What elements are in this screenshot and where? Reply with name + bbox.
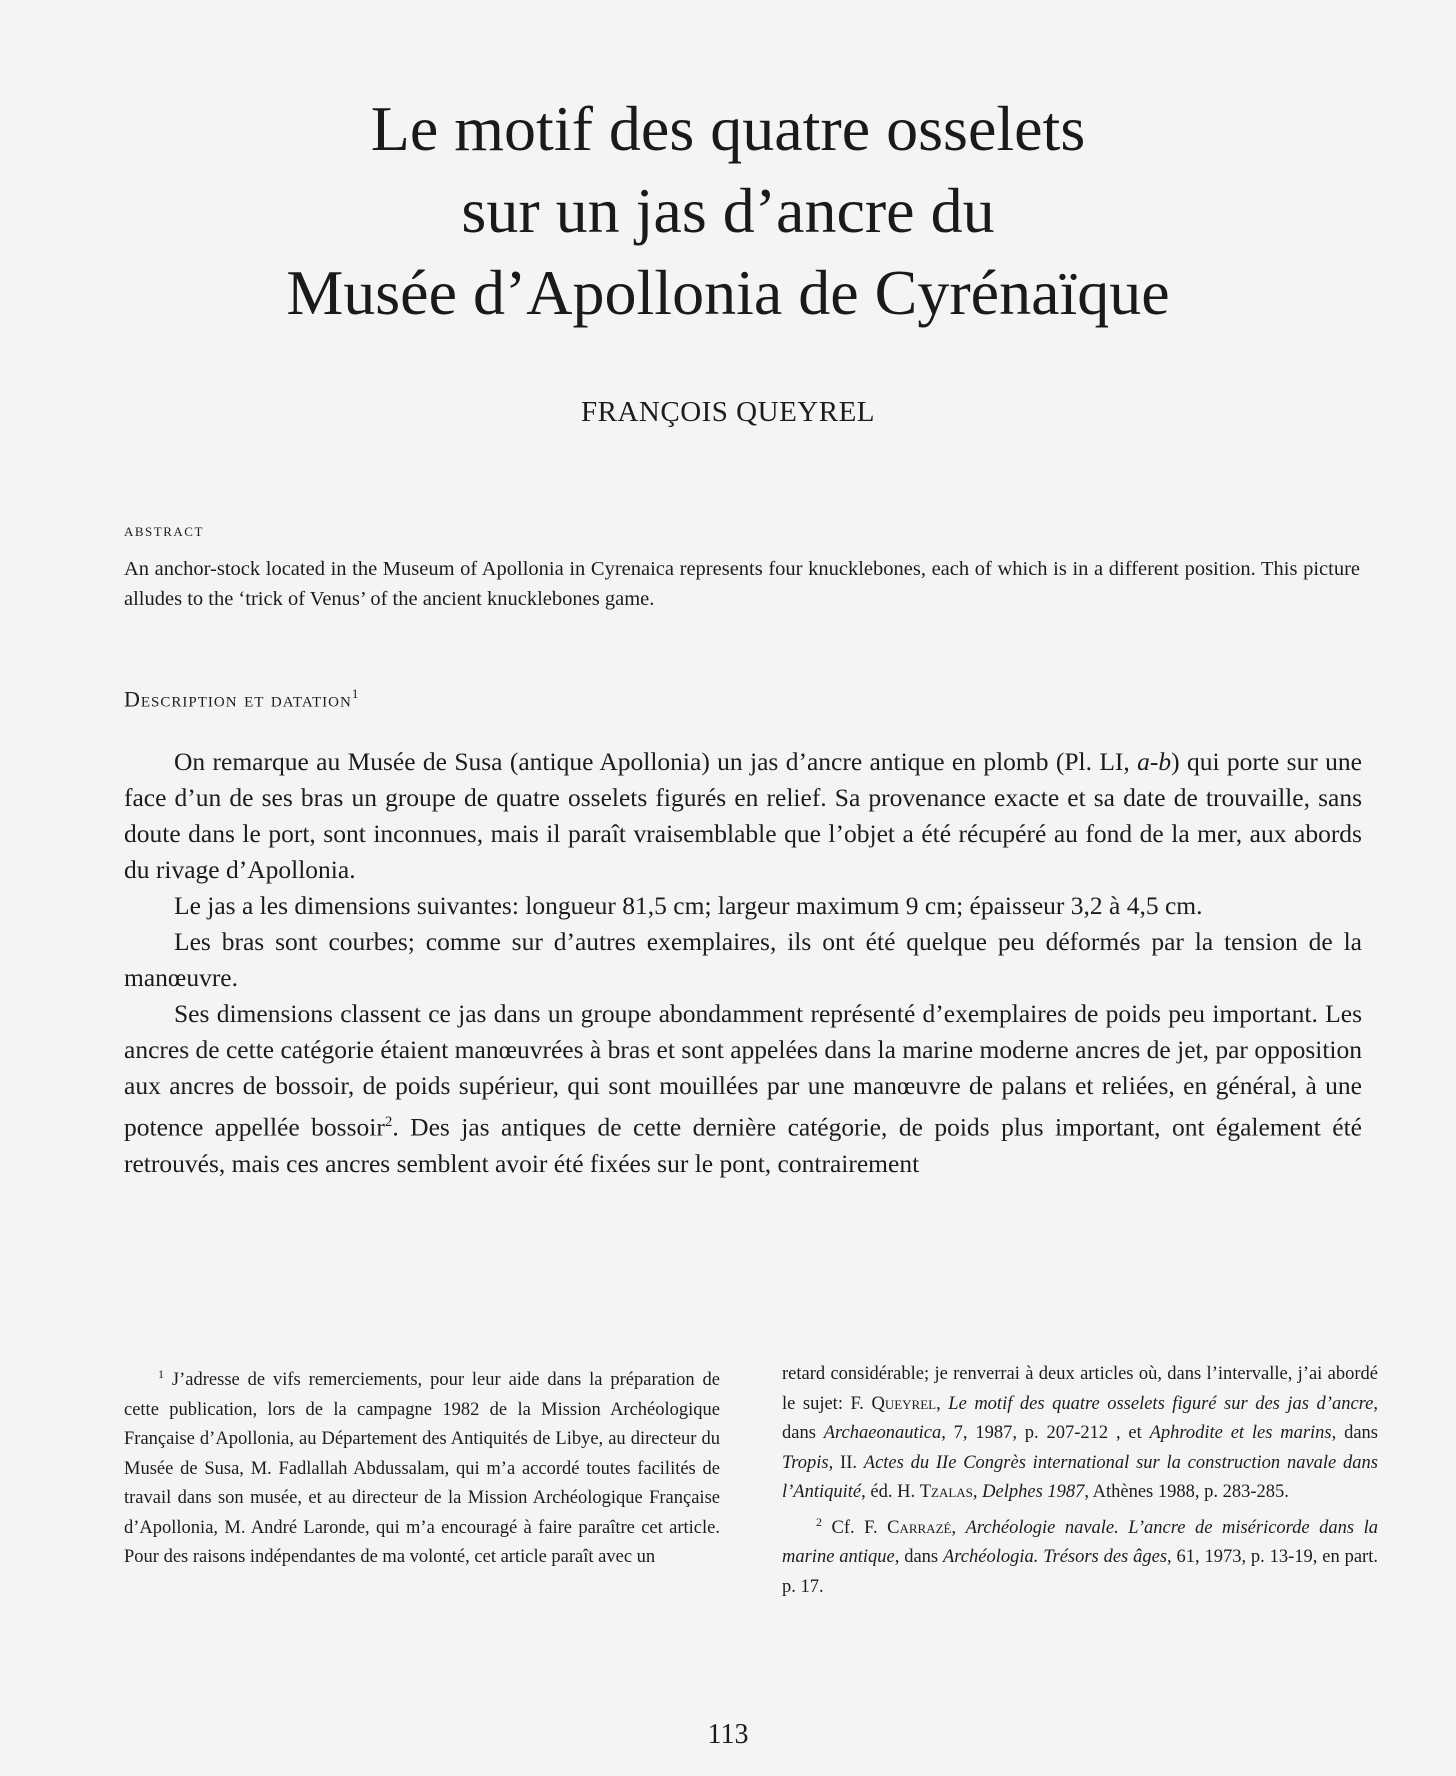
title-line-3: Musée d’Apollonia de Cyrénaïque xyxy=(286,257,1170,328)
fn2-journal: Archéologia. Trésors des âges xyxy=(942,1547,1168,1568)
footnotes-left-column xyxy=(124,1360,720,1573)
body-paragraph-1 xyxy=(124,744,1362,888)
abstract-text: An anchor-stock located in the Museum of Apollonia in Cyrenaica represents four knucklebones, each of which is in a different position. This picture alludes to the ‘trick of Venus’ of the ancient knucklebones game. xyxy=(124,558,1360,610)
fn2-title: Archéologie navale. L’ancre de miséricorde dans la marine antique xyxy=(782,1517,1379,1568)
fn1-title-1: Le motif des quatre osselets figuré sur des jas d’ancre xyxy=(948,1393,1374,1414)
footnote-1-number: 1 xyxy=(158,1367,164,1381)
fn2-author: Carrazé xyxy=(887,1517,952,1538)
section-heading-text: Description et datation xyxy=(124,686,352,712)
fn1-cont-g: , éd. H. xyxy=(861,1482,920,1502)
fn1-editor: Tzalas xyxy=(919,1482,973,1502)
fn1-title-3: Actes du IIe Congrès international sur la construction navale dans l’Antiquité xyxy=(782,1452,1378,1502)
author-name: FRANÇOIS QUEYREL xyxy=(581,396,875,428)
fn1-cont-f: , II. xyxy=(828,1452,864,1473)
title-line-2: sur un jas d’ancre du xyxy=(461,175,995,246)
footnote-ref-2: 2 xyxy=(384,1114,393,1130)
body-paragraph-3: Les bras sont courbes; comme sur d’autres exemplaires, ils ont été quelque peu déformés par la tension de la manœuvre. xyxy=(124,927,1362,992)
footnotes-right-column xyxy=(782,1360,1378,1602)
page-number: 113 xyxy=(707,1719,749,1750)
footnote-2-number: 2 xyxy=(816,1514,822,1529)
fn1-place: Delphes 1987 xyxy=(982,1482,1085,1502)
fn1-journal-1: Archaeonautica xyxy=(823,1423,942,1443)
body-text xyxy=(124,744,1362,1182)
fn2-part-a: Cf. F. xyxy=(831,1517,888,1538)
body-paragraph-4 xyxy=(124,996,1362,1182)
fn1-cont-c: , dans xyxy=(782,1393,1378,1443)
fn1-cont-b: , xyxy=(936,1393,949,1414)
footnote-ref-1: 1 xyxy=(351,686,360,701)
fn2-part-b: , xyxy=(951,1517,966,1538)
fn2-part-d: , 61, 1973, p. 13-19, en part. p. 17. xyxy=(782,1547,1378,1597)
footnote-1-continued xyxy=(782,1360,1378,1508)
body-paragraph-2: Le jas a les dimensions suivantes: longueur 81,5 cm; largeur maximum 9 cm; épaisseur 3,2 à 4,5 cm. xyxy=(174,891,1203,920)
plate-reference: a-b xyxy=(1137,747,1172,776)
fn1-cont-i: , Athènes 1988, p. 283-285. xyxy=(1084,1482,1289,1502)
fn2-part-c: , dans xyxy=(894,1547,943,1568)
fn1-cont-e: , dans xyxy=(1331,1423,1378,1443)
abstract-heading: ABSTRACT xyxy=(124,524,204,539)
body-p1-part-a: On remarque au Musée de Susa (antique Apollonia) un jas d’ancre antique en plomb (Pl. LI, xyxy=(174,747,1138,776)
fn1-author: Queyrel xyxy=(871,1393,937,1414)
fn1-cont-d: , 7, 1987, p. 207-212 , et xyxy=(941,1423,1150,1443)
footnote-1-text: J’adresse de vifs remerciements, pour leur aide dans la préparation de cette publication, lors de la campagne 1982 de la Mission Archéologique Française d’Apollonia, au Département des Antiquités de Libye, au directeur du Musée de Susa, M. Fadlallah Abdussalam, qui m’a accordé toutes facilités de travail dans son musée, et au directeur de la Mission Archéologique Française d’Apollonia, M. André Laronde, qui m’a encouragé à faire paraître cet article. Pour des raisons indépendantes de ma volonté, cet article paraît avec un xyxy=(124,1370,721,1568)
fn1-cont-h: , xyxy=(972,1482,983,1502)
fn1-title-2: Aphrodite et les marins xyxy=(1149,1423,1332,1443)
section-heading xyxy=(124,686,359,712)
fn1-journal-2: Tropis xyxy=(782,1452,829,1473)
body-p4-part-b: . Des jas antiques de cette dernière catégorie, de poids plus important, ont également été retrouvés, mais ces ancres semblent avoir été fixées sur le pont, contrairement xyxy=(124,1112,1363,1178)
body-p1-part-b: ) qui porte sur une face d’un de ses bras un groupe de quatre osselets figurés en relief. Sa provenance exacte et sa date de trouvaille, sans doute dans le port, sont inconnues, mais il paraît vraisemblable que l’objet a été récupéré au fond de la mer, aux abords du rivage d’Apollonia. xyxy=(124,747,1362,884)
title-line-1: Le motif des quatre osselets xyxy=(370,93,1086,164)
footnote-1 xyxy=(124,1360,720,1573)
article-title xyxy=(0,88,1456,334)
footnote-2 xyxy=(782,1508,1378,1603)
body-p4-part-a: Ses dimensions classent ce jas dans un groupe abondamment représenté d’exemplaires de poids peu important. Les ancres de cette catégorie étaient manœuvrées à bras et sont appelées dans la marine moderne ancres de jet, par opposition aux ancres de bossoir, de poids supérieur, qui sont mouillées par une manœuvre de palans et reliées, en général, à une potence appellée bossoir xyxy=(124,999,1362,1142)
fn1-cont-a: retard considérable; je renverrai à deux articles où, dans l’intervalle, j’ai abordé le sujet: F. xyxy=(782,1364,1378,1414)
